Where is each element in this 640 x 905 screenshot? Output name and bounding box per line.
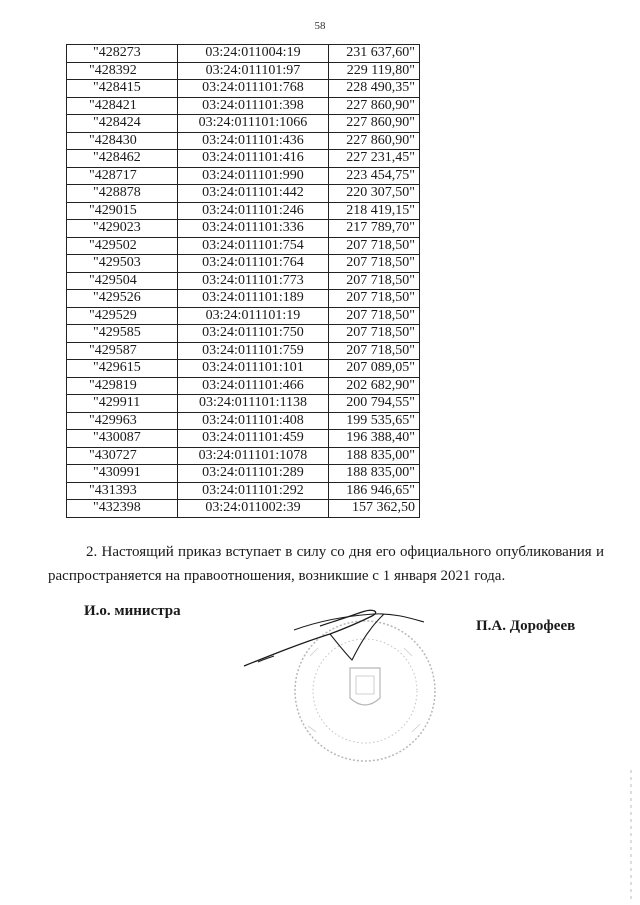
cadastral-value-cell: 199 535,65" xyxy=(329,412,420,430)
cadastral-value-cell: 200 794,55" xyxy=(329,395,420,413)
cadastral-value-cell: 218 419,15" xyxy=(329,202,420,220)
cadastral-number-cell: 03:24:011101:1078 xyxy=(178,447,329,465)
table-row xyxy=(67,465,420,483)
table-row xyxy=(67,115,420,133)
object-number-cell: "430727 xyxy=(67,447,178,465)
cadastral-value-cell: 223 454,75" xyxy=(329,167,420,185)
cadastral-number-cell: 03:24:011101:466 xyxy=(178,377,329,395)
cadastral-value-cell: 220 307,50" xyxy=(329,185,420,203)
cadastral-number-cell: 03:24:011101:408 xyxy=(178,412,329,430)
page-number: 58 xyxy=(314,20,326,32)
cadastral-value-cell: 207 718,50" xyxy=(329,290,420,308)
cadastral-number-cell: 03:24:011101:990 xyxy=(178,167,329,185)
object-number-cell: "429023 xyxy=(67,220,178,238)
cadastral-number-cell: 03:24:011101:764 xyxy=(178,255,329,273)
object-number-cell: "428421 xyxy=(67,97,178,115)
cadastral-value-cell: 196 388,40" xyxy=(329,430,420,448)
signer-role: И.о. министра xyxy=(84,603,181,619)
cadastral-value-cell: 228 490,35" xyxy=(329,80,420,98)
object-number-cell: "428878 xyxy=(67,185,178,203)
cadastral-number-cell: 03:24:011101:773 xyxy=(178,272,329,290)
cadastral-number-cell: 03:24:011101:754 xyxy=(178,237,329,255)
object-number-cell: "429911 xyxy=(67,395,178,413)
cadastral-number-cell: 03:24:011101:101 xyxy=(178,360,329,378)
cadastral-value-cell: 207 718,50" xyxy=(329,237,420,255)
cadastral-number-cell: 03:24:011101:398 xyxy=(178,97,329,115)
object-number-cell: "429585 xyxy=(67,325,178,343)
cadastral-number-cell: 03:24:011101:246 xyxy=(178,202,329,220)
clause-paragraph xyxy=(48,540,604,588)
cadastral-number-cell: 03:24:011101:1066 xyxy=(178,115,329,133)
object-number-cell: "429529 xyxy=(67,307,178,325)
table-row xyxy=(67,150,420,168)
object-number-cell: "429503 xyxy=(67,255,178,273)
signer-name: П.А. Дорофеев xyxy=(476,618,576,634)
cadastral-value-table xyxy=(66,44,420,518)
object-number-cell: "429504 xyxy=(67,272,178,290)
cadastral-value-cell: 207 718,50" xyxy=(329,272,420,290)
cadastral-value-cell: 227 860,90" xyxy=(329,132,420,150)
table-row xyxy=(67,45,420,63)
object-number-cell: "429526 xyxy=(67,290,178,308)
cadastral-table-wrapper xyxy=(66,44,418,518)
cadastral-number-cell: 03:24:011101:759 xyxy=(178,342,329,360)
cadastral-value-cell: 207 089,05" xyxy=(329,360,420,378)
table-row xyxy=(67,220,420,238)
scan-edge-mark xyxy=(630,770,632,900)
table-row xyxy=(67,500,420,518)
cadastral-value-cell: 188 835,00" xyxy=(329,465,420,483)
object-number-cell: "429963 xyxy=(67,412,178,430)
cadastral-number-cell: 03:24:011101:19 xyxy=(178,307,329,325)
cadastral-number-cell: 03:24:011101:336 xyxy=(178,220,329,238)
cadastral-value-cell: 207 718,50" xyxy=(329,325,420,343)
table-row xyxy=(67,307,420,325)
cadastral-number-cell: 03:24:011101:1138 xyxy=(178,395,329,413)
cadastral-number-cell: 03:24:011101:189 xyxy=(178,290,329,308)
table-row xyxy=(67,97,420,115)
cadastral-number-cell: 03:24:011004:19 xyxy=(178,45,329,63)
table-row xyxy=(67,325,420,343)
table-row xyxy=(67,132,420,150)
table-row xyxy=(67,237,420,255)
cadastral-number-cell: 03:24:011101:459 xyxy=(178,430,329,448)
cadastral-value-cell: 229 119,80" xyxy=(329,62,420,80)
object-number-cell: "429615 xyxy=(67,360,178,378)
table-row xyxy=(67,62,420,80)
cadastral-value-cell: 231 637,60" xyxy=(329,45,420,63)
object-number-cell: "428717 xyxy=(67,167,178,185)
table-row xyxy=(67,290,420,308)
handwritten-signature xyxy=(234,600,434,680)
table-row xyxy=(67,430,420,448)
cadastral-value-cell: 186 946,65" xyxy=(329,482,420,500)
table-row xyxy=(67,202,420,220)
table-row xyxy=(67,342,420,360)
object-number-cell: "430087 xyxy=(67,430,178,448)
table-row xyxy=(67,80,420,98)
table-row xyxy=(67,447,420,465)
cadastral-number-cell: 03:24:011101:750 xyxy=(178,325,329,343)
object-number-cell: "430991 xyxy=(67,465,178,483)
cadastral-number-cell: 03:24:011101:97 xyxy=(178,62,329,80)
cadastral-value-cell: 227 231,45" xyxy=(329,150,420,168)
table-row xyxy=(67,167,420,185)
cadastral-value-cell: 207 718,50" xyxy=(329,342,420,360)
table-row xyxy=(67,395,420,413)
cadastral-value-cell: 207 718,50" xyxy=(329,307,420,325)
object-number-cell: "428392 xyxy=(67,62,178,80)
cadastral-value-cell: 217 789,70" xyxy=(329,220,420,238)
cadastral-number-cell: 03:24:011101:442 xyxy=(178,185,329,203)
cadastral-value-cell: 157 362,50 xyxy=(329,500,420,518)
object-number-cell: "431393 xyxy=(67,482,178,500)
table-row xyxy=(67,185,420,203)
object-number-cell: "428462 xyxy=(67,150,178,168)
object-number-cell: "429015 xyxy=(67,202,178,220)
table-row xyxy=(67,272,420,290)
table-row xyxy=(67,255,420,273)
object-number-cell: "428430 xyxy=(67,132,178,150)
object-number-cell: "428273 xyxy=(67,45,178,63)
table-row xyxy=(67,412,420,430)
object-number-cell: "432398 xyxy=(67,500,178,518)
cadastral-value-cell: 207 718,50" xyxy=(329,255,420,273)
object-number-cell: "429587 xyxy=(67,342,178,360)
object-number-cell: "428415 xyxy=(67,80,178,98)
clause-text: 2. Настоящий приказ вступает в силу со дня его официального опубликования и распространяется на правоотношения, возникшие с 1 января 2021 года. xyxy=(48,544,604,584)
table-row xyxy=(67,482,420,500)
table-body xyxy=(67,45,420,518)
cadastral-value-cell: 188 835,00" xyxy=(329,447,420,465)
object-number-cell: "429819 xyxy=(67,377,178,395)
cadastral-number-cell: 03:24:011101:436 xyxy=(178,132,329,150)
cadastral-number-cell: 03:24:011002:39 xyxy=(178,500,329,518)
cadastral-number-cell: 03:24:011101:768 xyxy=(178,80,329,98)
cadastral-number-cell: 03:24:011101:416 xyxy=(178,150,329,168)
table-row xyxy=(67,377,420,395)
cadastral-value-cell: 202 682,90" xyxy=(329,377,420,395)
cadastral-number-cell: 03:24:011101:292 xyxy=(178,482,329,500)
object-number-cell: "429502 xyxy=(67,237,178,255)
table-row xyxy=(67,360,420,378)
cadastral-value-cell: 227 860,90" xyxy=(329,115,420,133)
object-number-cell: "428424 xyxy=(67,115,178,133)
cadastral-number-cell: 03:24:011101:289 xyxy=(178,465,329,483)
cadastral-value-cell: 227 860,90" xyxy=(329,97,420,115)
